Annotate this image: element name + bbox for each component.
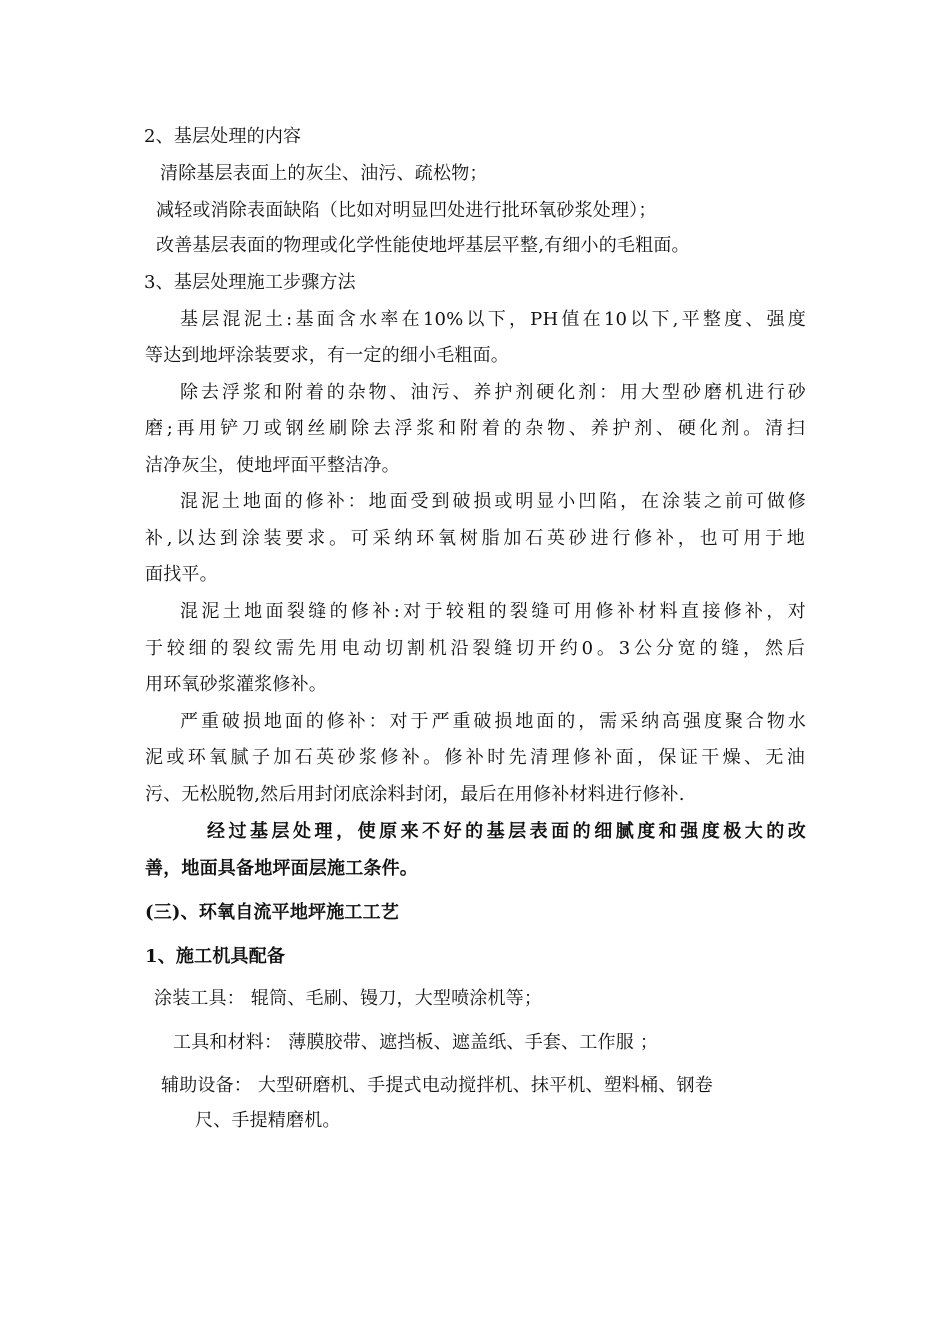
- equipment-item-coating-tools: 涂装工具： 辊筒、毛刷、镘刀，大型喷涂机等；: [154, 988, 543, 1009]
- paragraph-2-line-3: 洁净灰尘，使地坪面平整洁净。: [145, 455, 400, 476]
- section-2-item-2: 减轻或消除表面缺陷（比如对明显凹处进行批环氧砂浆处理）；: [156, 200, 657, 221]
- paragraph-3-line-2: 补,以达到涂装要求。可采纳环氧树脂加石英砂进行修补，也可用于地: [145, 528, 805, 549]
- section-2-item-1: 清除基层表面上的灰尘、油污、疏松物；: [160, 163, 488, 184]
- equipment-item-auxiliary-line-1: 辅助设备： 大型研磨机、手提式电动搅拌机、抹平机、塑料桶、钢卷: [161, 1075, 713, 1096]
- paragraph-2-line-2: 磨;再用铲刀或钢丝刷除去浮浆和附着的杂物、养护剂、硬化剂。清扫: [145, 418, 805, 439]
- paragraph-5-line-3: 污、无松脱物,然后用封闭底涂料封闭，最后在用修补材料进行修补.: [145, 784, 685, 805]
- paragraph-3-line-3: 面找平。: [145, 564, 218, 585]
- section-2-item-3: 改善基层表面的物理或化学性能使地坪基层平整,有细小的毛粗面。: [156, 235, 690, 256]
- paragraph-4-line-2: 于较细的裂纹需先用电动切割机沿裂缝切开约0。3公分宽的缝，然后: [145, 638, 805, 659]
- section-3-heading: 3、基层处理施工步骤方法: [144, 272, 356, 293]
- section-2-heading: 2、基层处理的内容: [144, 126, 302, 147]
- paragraph-5-line-1: 严重破损地面的修补：对于严重破损地面的，需采纳高强度聚合物水: [180, 711, 806, 732]
- section-iii-heading: (三)、环氧自流平地坪施工工艺: [145, 902, 400, 923]
- paragraph-4-line-3: 用环氧砂浆灌浆修补。: [145, 674, 327, 695]
- equipment-item-tools-materials: 工具和材料： 薄膜胶带、遮挡板、遮盖纸、手套、工作服 ；: [173, 1032, 659, 1053]
- summary-line-1: 经过基层处理，使原来不好的基层表面的细腻度和强度极大的改: [207, 821, 806, 842]
- paragraph-2-line-1: 除去浮浆和附着的杂物、油污、养护剂硬化剂：用大型砂磨机进行砂: [180, 382, 806, 403]
- equipment-item-auxiliary-line-2: 尺、手提精磨机。: [195, 1110, 341, 1131]
- paragraph-1-line-1: 基层混泥土:基面含水率在10%以下，PH值在10以下,平整度、强度: [180, 309, 806, 330]
- paragraph-5-line-2: 泥或环氧腻子加石英砂浆修补。修补时先清理修补面，保证干燥、无油: [145, 747, 805, 768]
- equipment-heading: 1、施工机具配备: [145, 946, 286, 967]
- summary-line-2: 善，地面具备地坪面层施工条件。: [145, 858, 418, 879]
- paragraph-4-line-1: 混泥土地面裂缝的修补:对于较粗的裂缝可用修补材料直接修补，对: [180, 601, 806, 622]
- paragraph-1-line-2: 等达到地坪涂装要求，有一定的细小毛粗面。: [145, 345, 509, 366]
- paragraph-3-line-1: 混泥土地面的修补：地面受到破损或明显小凹陷，在涂装之前可做修: [180, 491, 806, 512]
